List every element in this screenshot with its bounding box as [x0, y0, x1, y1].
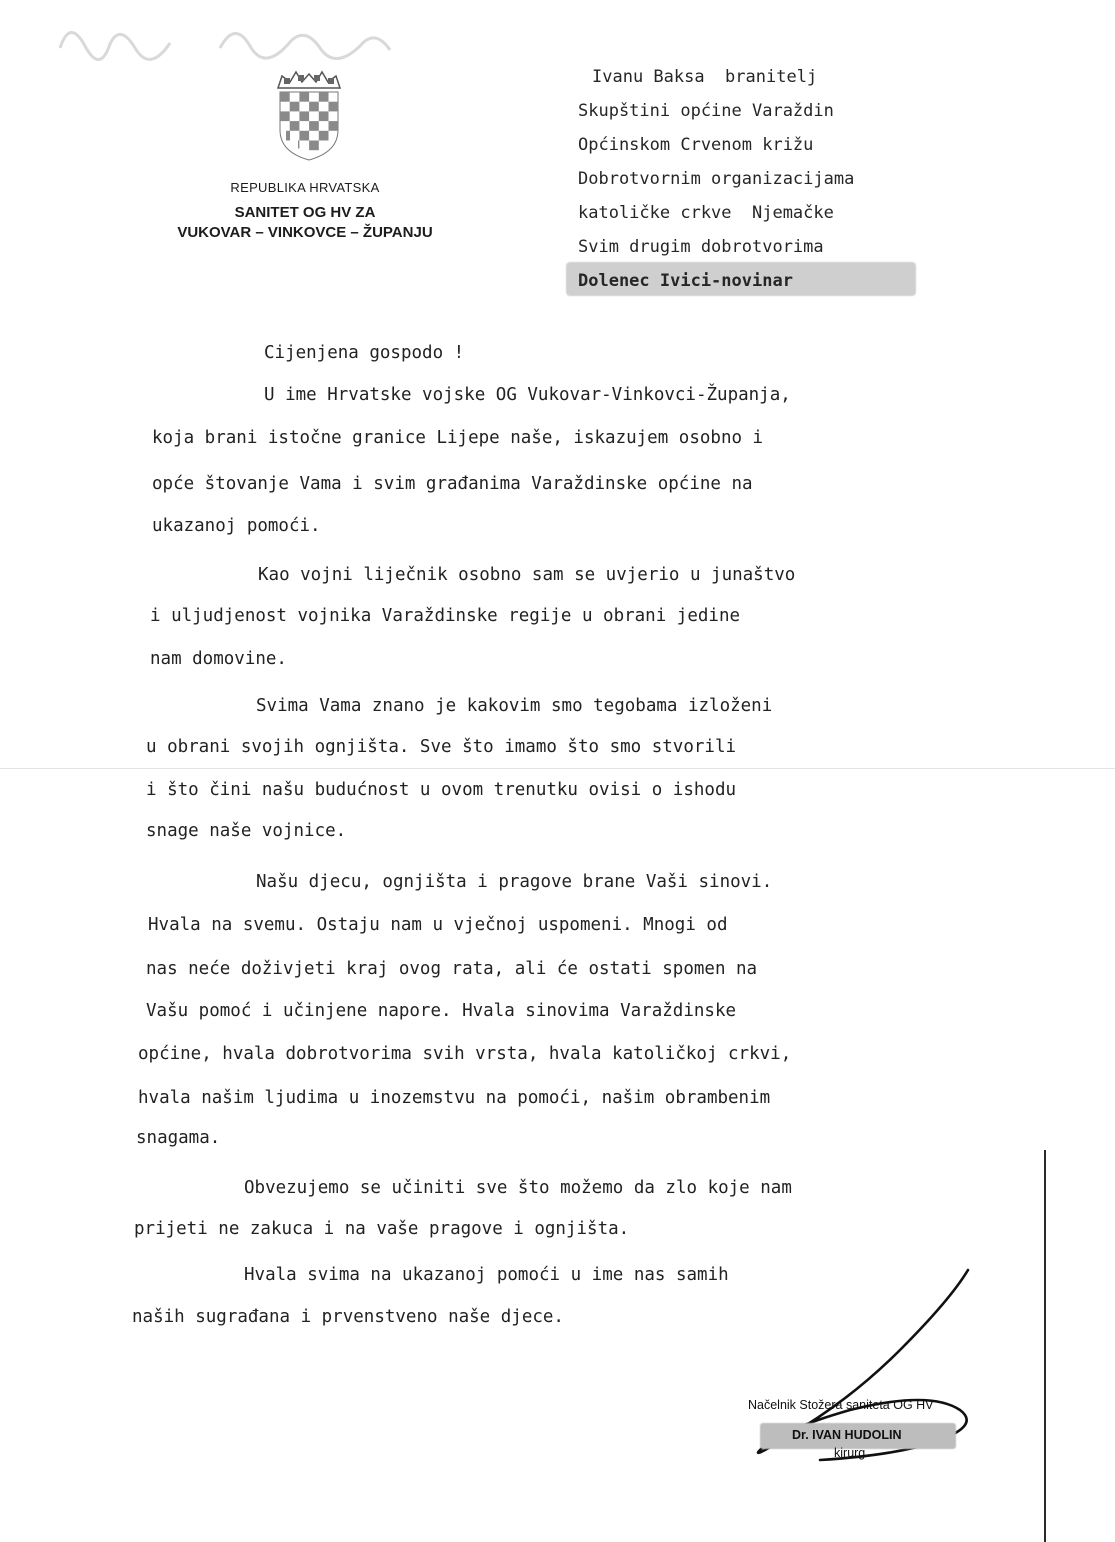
- recipient-line: Svim drugim dobrotvorima: [578, 237, 824, 257]
- body-line: snagama.: [136, 1128, 221, 1148]
- recipient-list: [578, 60, 854, 298]
- croatian-coat-of-arms-icon: [272, 70, 346, 162]
- body-line: općine, hvala dobrotvorima svih vrsta, hvala katoličkoj crkvi,: [138, 1044, 792, 1064]
- body-line: i uljudjenost vojnika Varaždinske regije u obrani jedine: [150, 606, 741, 626]
- signatory-name: Dr. IVAN HUDOLIN: [792, 1428, 902, 1442]
- body-line: naših sugrađana i prvenstveno naše djece.: [132, 1307, 564, 1327]
- recipient-line: Općinskom Crvenom križu: [578, 135, 814, 155]
- recipient-line-highlighted: Dolenec Ivici-novinar: [578, 271, 793, 291]
- body-line: Svima Vama znano je kakovim smo tegobama izloženi: [256, 696, 773, 716]
- recipient-line: Dobrotvornim organizacijama: [578, 169, 855, 189]
- paper-fold-line: [0, 768, 1115, 769]
- recipient-line: katoličke crkve Njemačke: [578, 203, 834, 223]
- signatory-title: Načelnik Stožera saniteta OG HV: [748, 1398, 934, 1412]
- body-line: prijeti ne zakuca i na vaše pragove i ognjišta.: [134, 1219, 630, 1239]
- body-line: hvala našim ljudima u inozemstvu na pomoći, našim obrambenim: [138, 1088, 771, 1108]
- body-line: U ime Hrvatske vojske OG Vukovar-Vinkovci-Županja,: [264, 385, 791, 405]
- letterhead: [140, 180, 470, 243]
- salutation: Cijenjena gospodo !: [264, 343, 465, 363]
- body-line: i što čini našu budućnost u ovom trenutku ovisi o ishodu: [146, 780, 737, 800]
- recipient-line: Ivanu Baksa branitelj: [592, 67, 818, 87]
- recipient-line: Skupštini općine Varaždin: [578, 101, 834, 121]
- body-line: nam domovine.: [150, 649, 287, 669]
- letterhead-unit: SANITET OG HV ZA: [234, 204, 376, 221]
- body-line: Vašu pomoć i učinjene napore. Hvala sinovima Varaždinske: [146, 1001, 737, 1021]
- body-line: Kao vojni liječnik osobno sam se uvjerio u junaštvo: [258, 565, 796, 585]
- redacted-scribble: [40, 8, 420, 68]
- body-line: u obrani svojih ognjišta. Sve što imamo što smo stvorili: [146, 737, 737, 757]
- signatory-role: kirurg: [834, 1446, 866, 1460]
- letterhead-places: VUKOVAR – VINKOVCE – ŽUPANJU: [177, 224, 433, 241]
- body-line: Obvezujemo se učiniti sve što možemo da zlo koje nam: [244, 1178, 792, 1198]
- body-line: Hvala na svemu. Ostaju nam u vječnoj uspomeni. Mnogi od: [148, 915, 728, 935]
- body-line: koja brani istočne granice Lijepe naše, iskazujem osobno i: [152, 428, 764, 448]
- letterhead-country: REPUBLIKA HRVATSKA: [230, 180, 380, 195]
- body-line: Hvala svima na ukazanoj pomoći u ime nas samih: [244, 1265, 729, 1285]
- body-line: nas neće doživjeti kraj ovog rata, ali će ostati spomen na: [146, 959, 758, 979]
- body-line: ukazanoj pomoći.: [152, 516, 321, 536]
- body-line: opće štovanje Vama i svim građanima Varaždinske općine na: [152, 474, 753, 494]
- body-line: snage naše vojnice.: [146, 821, 347, 841]
- body-line: Našu djecu, ognjišta i pragove brane Vaši sinovi.: [256, 872, 773, 892]
- margin-pen-line: [1044, 1150, 1046, 1542]
